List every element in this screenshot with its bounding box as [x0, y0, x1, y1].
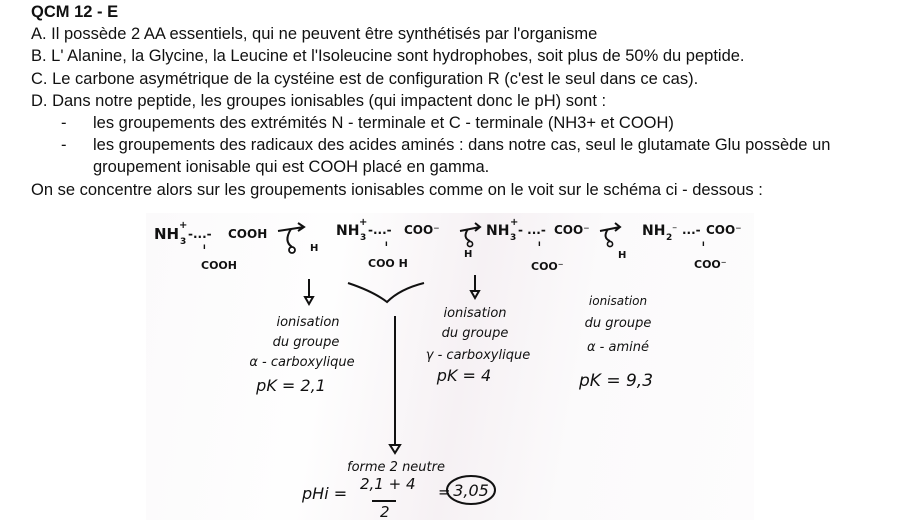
svg-text:COOH: COOH [201, 259, 237, 272]
question-title: QCM 12 - E [31, 3, 119, 21]
handwritten-schema [146, 213, 754, 520]
svg-text:COOH: COOH [228, 227, 268, 241]
svg-text:du groupe: du groupe [272, 335, 340, 350]
form-1 [154, 220, 267, 272]
svg-text:pK = 2,1: pK = 2,1 [256, 376, 326, 395]
svg-text:COO⁻: COO⁻ [694, 258, 727, 271]
svg-text:NH: NH [486, 223, 510, 239]
svg-text:H: H [618, 250, 627, 261]
svg-text:COO⁻: COO⁻ [554, 223, 590, 237]
svg-text:pK = 4: pK = 4 [436, 366, 492, 385]
svg-text:COO⁻: COO⁻ [531, 260, 564, 273]
svg-text:3: 3 [510, 233, 517, 243]
bullet-terminal-groups [31, 112, 911, 134]
svg-text:NH: NH [642, 223, 666, 239]
equilibrium-arrow-2 [460, 223, 480, 260]
equilibrium-arrow-1 [278, 223, 318, 254]
step-alpha-carboxyl [249, 315, 354, 395]
statement-a: A. Il possède 2 AA essentiels, qui ne peuvent être synthétisés par l'organisme [31, 25, 598, 44]
svg-text:du groupe: du groupe [441, 326, 509, 341]
svg-text:+: + [510, 217, 519, 228]
svg-text:2: 2 [380, 503, 390, 520]
svg-text:...-: ...- [682, 223, 701, 237]
svg-text:pK = 9,3: pK = 9,3 [578, 371, 654, 391]
bullet-text: les groupements des extrémités N - terminale et C - terminale (NH3+ et COOH) [93, 114, 674, 133]
neutral-form-phi [301, 460, 495, 520]
step-gamma-carboxyl [426, 306, 530, 385]
svg-text:NH: NH [154, 225, 180, 243]
bullet-dash: - [61, 114, 67, 133]
svg-text:ı: ı [203, 242, 206, 251]
bullet-continuation: groupement ionisable qui est COOH placé en gamma. [93, 158, 490, 177]
svg-text:NH: NH [336, 223, 360, 239]
svg-text:2: 2 [666, 233, 673, 243]
svg-text:3: 3 [180, 237, 187, 247]
svg-text:ionisation: ionisation [588, 294, 648, 308]
svg-text:+: + [359, 217, 368, 228]
svg-text:=: = [438, 483, 451, 501]
ionisation-steps [249, 294, 653, 520]
svg-text:γ - carboxylique: γ - carboxylique [425, 348, 531, 363]
schema-drawing [146, 213, 754, 520]
svg-text:α - carboxylique: α - carboxylique [249, 355, 355, 370]
svg-text:du groupe: du groupe [584, 316, 652, 331]
svg-text:forme 2 neutre: forme 2 neutre [347, 460, 445, 475]
statement-c: C. Le carbone asymétrique de la cystéine est de configuration R (c'est le seul dans ce cas). [31, 69, 699, 88]
form-4 [642, 223, 742, 271]
svg-text:H: H [464, 249, 473, 260]
statement-b: B. L' Alanine, la Glycine, la Leucine et l'Isoleucine sont hydrophobes, soit plus de 50% du peptide. [31, 47, 745, 66]
svg-text:H: H [310, 243, 319, 254]
document-text [31, 0, 911, 201]
svg-text:COO⁻: COO⁻ [706, 223, 742, 237]
bullet-side-chain-groups [31, 134, 911, 156]
svg-text:2,1 + 4: 2,1 + 4 [360, 475, 416, 493]
svg-text:⁻: ⁻ [672, 225, 678, 236]
svg-text:COO⁻: COO⁻ [404, 223, 440, 237]
svg-text:3: 3 [360, 233, 367, 243]
svg-text:COO H: COO H [368, 257, 408, 270]
svg-text:ionisation: ionisation [443, 306, 507, 321]
svg-text:ı: ı [385, 239, 388, 248]
bullet-dash: - [61, 136, 67, 155]
conclusion-text: On se concentre alors sur les groupements ionisables comme on le voit sur le schéma ci - dessous : [31, 180, 763, 199]
svg-text:ı: ı [702, 239, 705, 248]
svg-text:-...-: -...- [188, 227, 212, 241]
equilibrium-arrow-3 [600, 223, 626, 261]
svg-text:-...-: -...- [368, 223, 392, 237]
form-3 [486, 217, 590, 273]
svg-text:3,05: 3,05 [453, 481, 489, 500]
svg-text:- ...-: - ...- [518, 223, 546, 237]
statement-d: D. Dans notre peptide, les groupes ionisables (qui impactent donc le pH) sont : [31, 91, 607, 110]
bullet-text: les groupements des radicaux des acides aminés : dans notre cas, seul le glutamate Glu possède un [93, 136, 831, 155]
svg-text:+: + [179, 220, 188, 231]
step-alpha-amine [578, 294, 653, 391]
svg-text:α - aminé: α - aminé [586, 340, 650, 355]
form-2 [336, 217, 440, 270]
svg-text:pHi =: pHi = [302, 484, 348, 503]
svg-text:ı: ı [538, 239, 541, 248]
svg-text:ionisation: ionisation [276, 315, 340, 330]
